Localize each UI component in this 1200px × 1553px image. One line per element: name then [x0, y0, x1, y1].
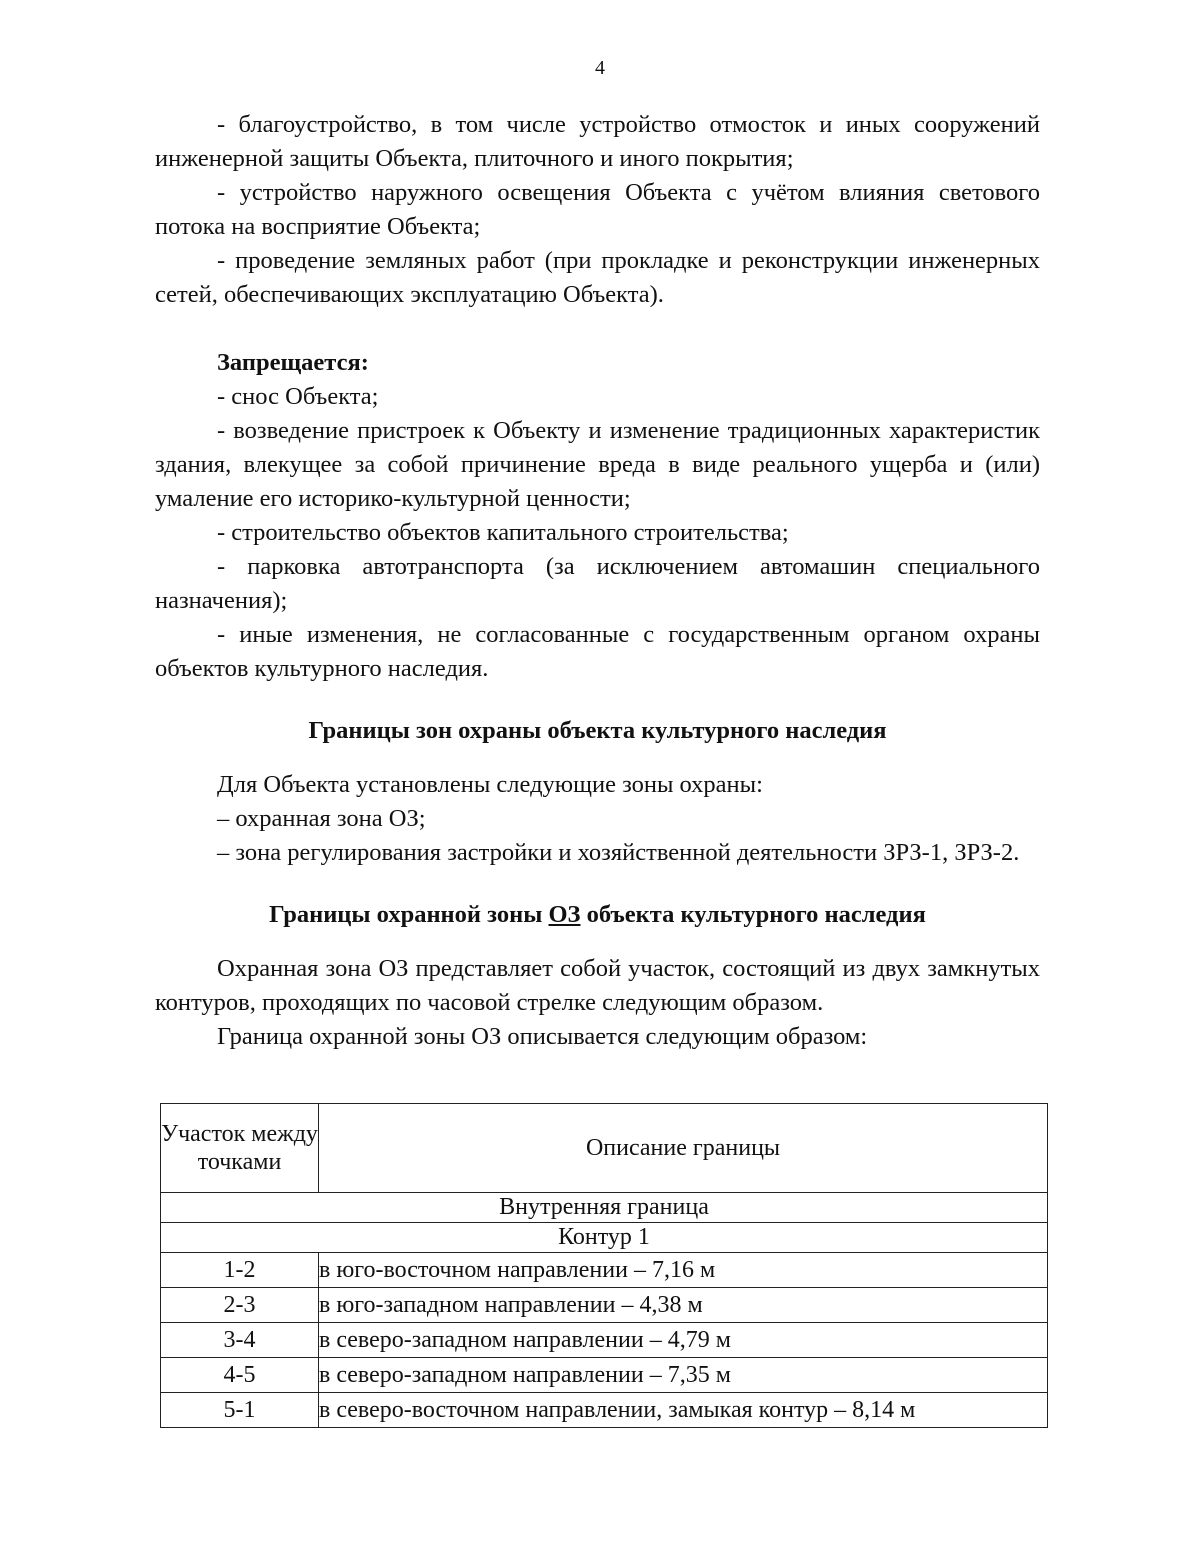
zone-item: – охранная зона ОЗ; — [217, 805, 426, 832]
table-group-row — [161, 1193, 1048, 1223]
zone-item: – зона регулирования застройки и хозяйственной деятельности ЗРЗ-1, ЗРЗ-2. — [217, 839, 1020, 866]
page-number: 4 — [595, 57, 605, 79]
table-header-row — [161, 1104, 1048, 1193]
header-segment: Участок между точками — [161, 1104, 319, 1193]
description-cell: в северо-западном направлении – 4,79 м — [319, 1323, 1048, 1358]
boundary-table — [160, 1103, 1048, 1428]
prohibited-item: - снос Объекта; — [217, 383, 379, 410]
prohibited-item: - возведение пристроек к Объекту и изменение традиционных характеристик здания, влекущее за собой причинение вреда в виде реального ущерба и (или) умаление его историко-культурной ценности; — [155, 417, 1040, 512]
title-underlined-oz: ОЗ — [548, 901, 581, 928]
segment-cell: 1-2 — [161, 1253, 319, 1288]
oz-boundary-intro: Граница охранной зоны ОЗ описывается следующим образом: — [217, 1023, 868, 1050]
group-label: Внутренняя граница — [161, 1193, 1048, 1223]
table-row — [161, 1288, 1048, 1323]
segment-cell: 4-5 — [161, 1358, 319, 1393]
oz-description: Охранная зона ОЗ представляет собой участок, состоящий из двух замкнутых контуров, проходящих по часовой стрелке следующим образом. — [155, 955, 1040, 1016]
segment-cell: 2-3 — [161, 1288, 319, 1323]
title-part: Границы охранной зоны — [269, 901, 549, 928]
table-row — [161, 1358, 1048, 1393]
prohibited-item: - иные изменения, не согласованные с государственным органом охраны объектов культурного наследия. — [155, 621, 1040, 682]
zones-intro: Для Объекта установлены следующие зоны охраны: — [217, 771, 763, 798]
prohibited-item: - парковка автотранспорта (за исключением автомашин специального назначения); — [155, 553, 1040, 614]
header-description: Описание границы — [319, 1104, 1048, 1193]
paragraph-lighting: - устройство наружного освещения Объекта с учётом влияния светового потока на восприятие Объекта; — [155, 179, 1040, 240]
section-title-oz — [155, 898, 1040, 932]
paragraph-landscaping: - благоустройство, в том числе устройство отмосток и иных сооружений инженерной защиты Объекта, плиточного и иного покрытия; — [155, 111, 1040, 172]
document-body — [155, 108, 1040, 1054]
description-cell: в северо-западном направлении – 7,35 м — [319, 1358, 1048, 1393]
segment-cell: 3-4 — [161, 1323, 319, 1358]
title-part: объекта культурного наследия — [580, 901, 926, 928]
description-cell: в юго-западном направлении – 4,38 м — [319, 1288, 1048, 1323]
segment-cell: 5-1 — [161, 1393, 319, 1428]
paragraph-earthworks: - проведение земляных работ (при прокладке и реконструкции инженерных сетей, обеспечивающих эксплуатацию Объекта). — [155, 247, 1040, 308]
contour-label: Контур 1 — [161, 1223, 1048, 1253]
prohibited-heading: Запрещается: — [217, 349, 369, 376]
prohibited-item: - строительство объектов капитального строительства; — [217, 519, 789, 546]
table-contour-row — [161, 1223, 1048, 1253]
table-row — [161, 1323, 1048, 1358]
table-row — [161, 1253, 1048, 1288]
description-cell: в северо-восточном направлении, замыкая контур – 8,14 м — [319, 1393, 1048, 1428]
section-title-zones: Границы зон охраны объекта культурного наследия — [308, 717, 887, 744]
description-cell: в юго-восточном направлении – 7,16 м — [319, 1253, 1048, 1288]
table-row — [161, 1393, 1048, 1428]
